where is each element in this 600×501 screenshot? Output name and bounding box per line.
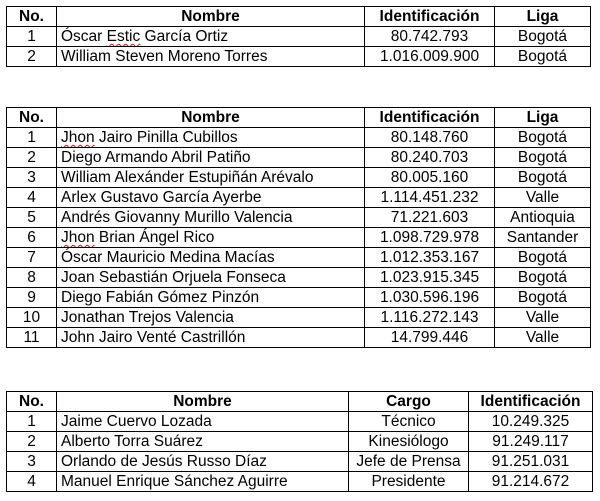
cell-liga: Antioquia [495, 208, 591, 228]
table-row [7, 452, 593, 472]
col-header-nombre: Nombre [57, 7, 365, 27]
cell-no: 6 [7, 228, 57, 248]
col-header-no: No. [7, 108, 57, 128]
cell-identificacion: 10.249.325 [469, 412, 593, 432]
cell-identificacion: 14.799.446 [365, 328, 495, 348]
cell-liga: Bogotá [495, 248, 591, 268]
table-body [7, 27, 591, 67]
name-part: Jonathan Trejos Valencia [61, 309, 234, 326]
cell-cargo: Técnico [349, 412, 469, 432]
table-row [7, 248, 591, 268]
col-header-identificacion: Identificación [365, 7, 495, 27]
cell-no: 3 [7, 168, 57, 188]
name-part: Joan Sebastián Orjuela Fonseca [61, 269, 286, 286]
cell-nombre [57, 288, 365, 308]
cell-liga: Valle [495, 308, 591, 328]
col-header-liga: Liga [495, 108, 591, 128]
name-part: Diego Armando Abril Patiño [61, 149, 251, 166]
cell-identificacion: 1.012.353.167 [365, 248, 495, 268]
table-row [7, 328, 591, 348]
cell-no: 10 [7, 308, 57, 328]
cell-nombre: Orlando de Jesús Russo Díaz [57, 452, 349, 472]
cell-no: 2 [7, 47, 57, 67]
cell-nombre [57, 47, 365, 67]
cell-nombre: Jaime Cuervo Lozada [57, 412, 349, 432]
table-row [7, 308, 591, 328]
cell-nombre [57, 248, 365, 268]
table-row [7, 412, 593, 432]
cell-identificacion: 1.098.729.978 [365, 228, 495, 248]
table-row [7, 148, 591, 168]
cell-nombre [57, 27, 365, 47]
players-table-2 [6, 107, 591, 348]
header-row [7, 7, 591, 27]
name-part: Jairo Pinilla Cubillos [94, 129, 238, 146]
col-header-nombre: Nombre [57, 392, 349, 412]
col-header-cargo: Cargo [349, 392, 469, 412]
cell-no: 8 [7, 268, 57, 288]
cell-no: 1 [7, 128, 57, 148]
cell-nombre [57, 148, 365, 168]
name-part: John Jairo Venté Castrillón [61, 329, 246, 346]
table-row [7, 268, 591, 288]
name-part: Diego Fabián Gómez Pinzón [61, 289, 260, 306]
cell-nombre [57, 168, 365, 188]
table-row [7, 27, 591, 47]
cell-liga: Santander [495, 228, 591, 248]
cell-nombre [57, 268, 365, 288]
cell-nombre [57, 208, 365, 228]
name-part: Arlex Gustavo García Ayerbe [61, 189, 262, 206]
cell-liga: Bogotá [495, 128, 591, 148]
table-row [7, 128, 591, 148]
cell-identificacion: 80.005.160 [365, 168, 495, 188]
table-row [7, 168, 591, 188]
cell-cargo: Kinesiólogo [349, 432, 469, 452]
cell-no: 4 [7, 472, 57, 492]
table-body [7, 412, 593, 492]
col-header-nombre: Nombre [57, 108, 365, 128]
table-row [7, 188, 591, 208]
cell-identificacion: 80.742.793 [365, 27, 495, 47]
cell-no: 11 [7, 328, 57, 348]
cell-liga: Bogotá [495, 47, 591, 67]
name-part-misspelled: Jhon [61, 229, 95, 246]
cell-liga: Bogotá [495, 268, 591, 288]
cell-nombre [57, 308, 365, 328]
cell-nombre [57, 188, 365, 208]
cell-identificacion: 91.214.672 [469, 472, 593, 492]
cell-identificacion: 80.240.703 [365, 148, 495, 168]
header-row [7, 108, 591, 128]
cell-identificacion: 1.016.009.900 [365, 47, 495, 67]
cell-liga: Bogotá [495, 288, 591, 308]
col-header-liga: Liga [495, 7, 591, 27]
col-header-no: No. [7, 7, 57, 27]
cell-nombre: Alberto Torra Suárez [57, 432, 349, 452]
col-header-no: No. [7, 392, 57, 412]
cell-cargo: Presidente [349, 472, 469, 492]
table-row [7, 288, 591, 308]
name-part: Brian Ángel Rico [94, 229, 215, 246]
col-header-identificacion: Identificación [365, 108, 495, 128]
cell-liga: Valle [495, 328, 591, 348]
name-part: Óscar Mauricio Medina Macías [61, 249, 275, 266]
name-part-misspelled: Estic [106, 28, 141, 45]
cell-nombre: Manuel Enrique Sánchez Aguirre [57, 472, 349, 492]
cell-liga: Bogotá [495, 148, 591, 168]
cell-identificacion: 1.023.915.345 [365, 268, 495, 288]
cell-no: 9 [7, 288, 57, 308]
table-row [7, 432, 593, 452]
cell-identificacion: 91.251.031 [469, 452, 593, 472]
cell-no: 1 [7, 27, 57, 47]
name-part: William Alexánder Estupiñán Arévalo [61, 169, 314, 186]
cell-identificacion: 71.221.603 [365, 208, 495, 228]
cell-liga: Bogotá [495, 168, 591, 188]
players-table-1 [6, 6, 591, 67]
cell-no: 5 [7, 208, 57, 228]
cell-nombre [57, 128, 365, 148]
cell-identificacion: 91.249.117 [469, 432, 593, 452]
cell-identificacion: 1.030.596.196 [365, 288, 495, 308]
name-part: William Steven Moreno Torres [61, 48, 268, 65]
cell-identificacion: 1.116.272.143 [365, 308, 495, 328]
cell-nombre [57, 328, 365, 348]
cell-no: 2 [7, 148, 57, 168]
table-row [7, 208, 591, 228]
table-row [7, 228, 591, 248]
table-row [7, 472, 593, 492]
cell-liga: Bogotá [495, 27, 591, 47]
name-part-misspelled: Jhon [61, 129, 95, 146]
table-body [7, 128, 591, 348]
cell-no: 2 [7, 432, 57, 452]
name-part: Óscar [61, 28, 107, 45]
staff-table [6, 391, 593, 492]
name-part: Andrés Giovanny Murillo Valencia [61, 209, 293, 226]
cell-no: 7 [7, 248, 57, 268]
cell-cargo: Jefe de Prensa [349, 452, 469, 472]
table-row [7, 47, 591, 67]
cell-liga: Valle [495, 188, 591, 208]
cell-no: 4 [7, 188, 57, 208]
cell-no: 3 [7, 452, 57, 472]
header-row [7, 392, 593, 412]
cell-identificacion: 1.114.451.232 [365, 188, 495, 208]
col-header-identificacion: Identificación [469, 392, 593, 412]
cell-no: 1 [7, 412, 57, 432]
cell-nombre [57, 228, 365, 248]
cell-identificacion: 80.148.760 [365, 128, 495, 148]
name-part: García Ortiz [140, 28, 229, 45]
